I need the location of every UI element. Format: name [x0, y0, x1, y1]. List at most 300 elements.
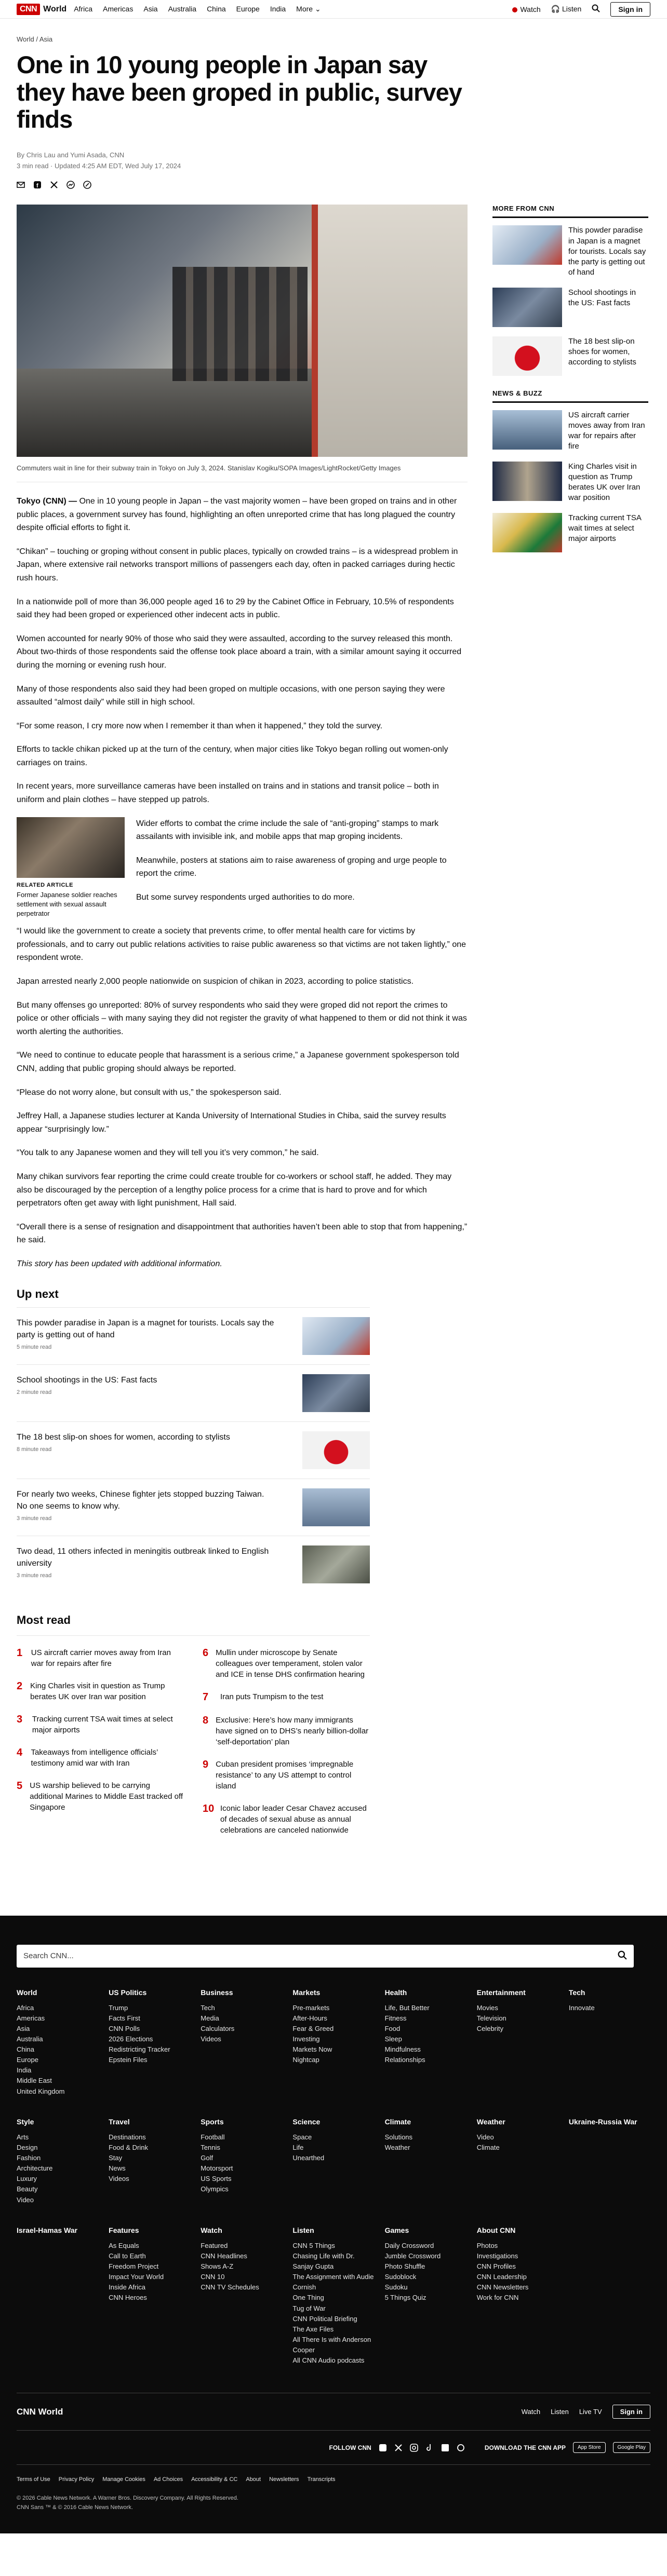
rank-number: 1 — [17, 1647, 23, 1659]
footer-link[interactable]: Markets Now — [292, 2045, 332, 2054]
footer-column — [385, 2118, 466, 2205]
footer-link[interactable]: Life, But Better — [384, 2003, 430, 2012]
most-read-item[interactable] — [203, 1687, 370, 1711]
footer-search-input[interactable] — [17, 1945, 634, 1968]
related-article[interactable] — [17, 817, 125, 919]
sidebar-thumbnail[interactable] — [492, 462, 562, 501]
footer-column — [201, 2226, 282, 2366]
paragraph: “You talk to any Japanese women and they will tell you it’s very common,” he said. — [17, 1148, 319, 1158]
paragraph: Japan arrested nearly 2,000 people nationwide on suspicion of chikan in 2023, according to police statistics. — [17, 977, 414, 986]
up-next-item[interactable] — [17, 1479, 370, 1536]
rank-number: 2 — [17, 1680, 23, 1692]
messenger-icon[interactable] — [66, 181, 75, 189]
footer-link[interactable]: United Kingdom — [17, 2087, 65, 2095]
footer-column — [477, 1988, 558, 2097]
footer-link[interactable]: Video — [476, 2133, 494, 2141]
footer-link[interactable]: Life — [292, 2143, 304, 2151]
footer-column-heading[interactable]: Business — [201, 1988, 233, 1997]
read-time: 8 minute read — [17, 1446, 52, 1453]
footer-link[interactable]: Golf — [201, 2154, 214, 2162]
footer-link[interactable]: CNN TV Schedules — [201, 2283, 259, 2292]
sidebar-story[interactable] — [492, 462, 648, 504]
footer-column-heading[interactable]: US Politics — [109, 1988, 147, 1997]
footer-link[interactable]: Middle East — [17, 2077, 52, 2085]
sidebar-story-title[interactable]: The 18 best slip-on shoes for women, according to stylists — [568, 336, 636, 367]
footer-link[interactable]: Facts First — [109, 2014, 140, 2022]
footer-link[interactable]: Calculators — [201, 2024, 235, 2032]
most-read-item[interactable] — [203, 1643, 370, 1687]
up-next-title[interactable]: This powder paradise in Japan is a magnet for tourists. Locals say the party is getting out of hand — [17, 1318, 274, 1339]
most-read-title[interactable]: King Charles visit in question as Trump berates UK over Iran war position — [30, 1681, 165, 1701]
facebook-icon[interactable] — [379, 2444, 387, 2452]
search-icon[interactable] — [592, 4, 600, 14]
footer-column-heading[interactable]: Health — [384, 1988, 407, 1997]
most-read-item[interactable] — [203, 1711, 370, 1755]
footer-link[interactable]: Tennis — [201, 2143, 220, 2151]
footer-link[interactable]: Americas — [17, 2014, 45, 2022]
footer-link[interactable]: Unearthed — [292, 2154, 325, 2162]
article-headline: One in 10 young people in Japan say they have been groped in public, survey finds — [17, 51, 462, 133]
footer-link[interactable]: Tech — [201, 2003, 215, 2012]
legal-links — [17, 2464, 650, 2483]
footer-listen-link[interactable]: Listen — [551, 2408, 569, 2416]
threads-icon[interactable] — [457, 2444, 465, 2452]
footer-link[interactable]: Video — [17, 2195, 34, 2204]
footer-link[interactable]: Photo Shuffle — [384, 2262, 425, 2271]
footer-column — [385, 2226, 466, 2366]
email-icon[interactable] — [17, 181, 25, 189]
rank-number: 3 — [17, 1713, 23, 1725]
footer-link[interactable]: Football — [201, 2133, 225, 2141]
most-read-column — [17, 1643, 184, 1843]
footer-link[interactable]: Fitness — [384, 2014, 407, 2022]
sidebar-thumbnail[interactable] — [492, 410, 562, 450]
related-article-thumbnail[interactable] — [17, 817, 125, 878]
most-read-item[interactable] — [17, 1643, 184, 1676]
nav-item-more[interactable]: More ⌄ — [296, 5, 321, 13]
sidebar-story-title[interactable]: Tracking current TSA wait times at select major airports — [568, 513, 642, 544]
sidebar-story-title[interactable]: US aircraft carrier moves away from Iran war for repairs after fire — [568, 410, 645, 451]
footer-link[interactable]: US Sports — [201, 2175, 232, 2183]
authors: By Chris Lau and Yumi Asada, CNN — [17, 151, 125, 159]
up-next-heading: Up next — [17, 1287, 59, 1300]
up-next-title[interactable]: The 18 best slip-on shoes for women, according to stylists — [17, 1432, 230, 1442]
footer-column — [569, 2118, 650, 2205]
nav-item-asia[interactable]: Asia — [143, 5, 158, 13]
footer-link[interactable]: News — [109, 2164, 126, 2173]
footer-link[interactable]: 2026 Elections — [109, 2035, 153, 2043]
paragraph: “We need to continue to educate people that harassment is a serious crime,” a Japanese government spokesperson told CNN, adding that public groping should always be reported. — [17, 1051, 459, 1073]
footer-link[interactable]: Work for CNN — [476, 2294, 519, 2302]
up-next-title[interactable]: For nearly two weeks, Chinese fighter jets stopped buzzing Taiwan. No one seems to know why. — [17, 1489, 264, 1511]
footer-link[interactable]: Fear & Greed — [292, 2024, 334, 2032]
footer-sign-in-button[interactable]: Sign in — [612, 2405, 650, 2419]
footer-live-tv-link[interactable]: Live TV — [579, 2408, 602, 2416]
footer-link[interactable]: The Axe Files — [292, 2325, 334, 2333]
most-read-title[interactable]: Takeaways from intelligence officials’ testimony amid war with Iran — [31, 1747, 158, 1768]
footer-column-heading[interactable]: World — [17, 1988, 37, 1997]
facebook-icon[interactable] — [33, 181, 42, 189]
sidebar-thumbnail[interactable] — [492, 513, 562, 552]
footer-column-heading[interactable]: Ukraine-Russia War — [568, 2117, 637, 2126]
footer-column — [477, 2118, 558, 2205]
svg-text:f: f — [36, 183, 38, 189]
read-time: 5 minute read — [17, 1344, 52, 1350]
footer-column-heading[interactable]: Entertainment — [476, 1988, 526, 1997]
up-next-item[interactable] — [17, 1364, 370, 1421]
footer-column — [201, 2118, 282, 2205]
rank-number: 4 — [17, 1746, 23, 1758]
up-next-title[interactable]: School shootings in the US: Fast facts — [17, 1375, 157, 1385]
sidebar-story-title[interactable]: This powder paradise in Japan is a magnet for tourists. Locals say the party is getting out of hand — [568, 226, 646, 277]
paragraph: But some survey respondents urged authorities to do more. — [136, 893, 355, 902]
footer-link[interactable]: Media — [201, 2014, 219, 2022]
footer-link[interactable]: Trump — [109, 2003, 128, 2012]
read-time: 3 minute read — [17, 1572, 52, 1579]
footer-column-heading[interactable]: Games — [384, 2226, 409, 2234]
footer-link[interactable]: Investing — [292, 2035, 320, 2043]
paragraph: Women accounted for nearly 90% of those who said they were assaulted, according to the survey released this month. About two-thirds of those respondents said the offense took place aboard a train, with a similar amount saying it occurred during the morning or evening rush hour. — [17, 634, 462, 670]
nav-item-india[interactable]: India — [270, 5, 286, 13]
footer — [0, 1916, 667, 2533]
footer-link[interactable]: Food & Drink — [109, 2143, 149, 2151]
footer-link[interactable]: CNN 5 Things — [292, 2241, 335, 2249]
footer-link[interactable]: Beauty — [17, 2185, 38, 2193]
legal-link[interactable]: Newsletters — [269, 2476, 299, 2483]
footer-column — [17, 2226, 98, 2366]
cnn-logo[interactable]: CNN — [17, 4, 40, 15]
related-article-title[interactable]: Former Japanese soldier reaches settlement with sexual assault perpetrator — [17, 890, 117, 918]
dateline: Tokyo (CNN) — — [17, 496, 77, 506]
rank-number: 9 — [203, 1758, 209, 1770]
breadcrumb-world[interactable]: World — [17, 35, 34, 43]
footer-link[interactable]: Featured — [201, 2241, 228, 2249]
footer-link[interactable]: CNN Heroes — [109, 2294, 147, 2302]
footer-link[interactable]: CNN Profiles — [476, 2262, 516, 2271]
footer-link[interactable]: CNN Headlines — [201, 2252, 247, 2260]
most-read-item[interactable] — [203, 1755, 370, 1799]
up-next-list — [17, 1307, 468, 1593]
tiktok-icon[interactable] — [425, 2444, 434, 2452]
most-read-item[interactable] — [203, 1799, 370, 1843]
footer-link[interactable]: Redistricting Tracker — [109, 2045, 170, 2054]
footer-link[interactable]: Celebrity — [476, 2024, 503, 2032]
footer-link[interactable]: Destinations — [109, 2133, 146, 2141]
footer-link[interactable]: Freedom Project — [109, 2262, 159, 2271]
footer-column-heading[interactable]: Sports — [201, 2117, 224, 2126]
breadcrumb — [17, 35, 650, 43]
most-read-item[interactable] — [17, 1710, 184, 1743]
follow-label: FOLLOW CNN — [329, 2444, 371, 2451]
footer-link[interactable]: Olympics — [201, 2185, 229, 2193]
footer-link[interactable]: Relationships — [384, 2056, 425, 2064]
sidebar-thumbnail[interactable] — [492, 225, 562, 265]
footer-link[interactable]: Motorsport — [201, 2164, 233, 2173]
footer-link[interactable]: Stay — [109, 2154, 123, 2162]
footer-column-heading[interactable]: Markets — [292, 1988, 321, 1997]
sign-in-button[interactable]: Sign in — [610, 2, 650, 17]
footer-link[interactable]: Daily Crossword — [384, 2241, 434, 2249]
download-app-label: DOWNLOAD THE CNN APP — [484, 2444, 566, 2451]
sidebar-story-title[interactable]: King Charles visit in question as Trump berates UK over Iran war position — [568, 462, 641, 503]
footer-link[interactable]: CNN Political Briefing — [292, 2314, 357, 2323]
legal-link[interactable]: Ad Choices — [153, 2476, 183, 2483]
hero-image[interactable] — [17, 205, 468, 457]
footer-link[interactable]: Shows A-Z — [201, 2262, 234, 2271]
paragraph: “For some reason, I cry more now when I remember it than when it happened,” they told the survey. — [17, 721, 383, 730]
article-main — [17, 205, 468, 1842]
footer-link[interactable]: Australia — [17, 2035, 43, 2043]
sidebar-thumbnail[interactable] — [492, 336, 562, 376]
footer-link[interactable]: Investigations — [476, 2252, 518, 2260]
footer-link[interactable]: All CNN Audio podcasts — [292, 2356, 365, 2365]
chevron-down-icon: ⌄ — [314, 5, 321, 13]
up-next-thumbnail[interactable] — [302, 1431, 370, 1469]
footer-column-heading[interactable]: Tech — [568, 1988, 585, 1997]
related-article-label: RELATED ARTICLE — [17, 882, 73, 888]
search-placeholder: Search CNN... — [23, 1951, 74, 1960]
footer-column-heading[interactable]: Watch — [201, 2226, 222, 2234]
footer-link[interactable]: Europe — [17, 2056, 38, 2064]
rank-number: 7 — [203, 1691, 209, 1703]
search-icon[interactable] — [618, 1950, 627, 1962]
footer-link[interactable]: Videos — [201, 2035, 221, 2043]
footer-link[interactable]: Fashion — [17, 2154, 41, 2162]
paragraph: “I would like the government to create a society that prevents crime, to offer mental health care for victims by professionals, and to carry out public relations activities to raise public awareness so that victims are not taken lightly,” one respondent wrote. — [17, 927, 466, 962]
more-from-cnn-heading: MORE FROM CNN — [492, 205, 648, 218]
section-nav — [74, 5, 512, 13]
share-bar — [17, 181, 650, 189]
paragraph: Meanwhile, posters at stations aim to raise awareness of groping and urge people to report the crime. — [136, 856, 447, 878]
legal-link[interactable]: Manage Cookies — [102, 2476, 145, 2483]
footer-link[interactable]: Weather — [384, 2143, 410, 2151]
footer-column — [569, 1988, 650, 2097]
footer-column-heading[interactable]: Weather — [476, 2117, 505, 2126]
footer-link[interactable]: One Thing — [292, 2294, 324, 2302]
most-read-item[interactable] — [17, 1676, 184, 1710]
up-next-item[interactable] — [17, 1307, 370, 1364]
most-read-column — [203, 1643, 370, 1843]
footer-link[interactable]: China — [17, 2045, 34, 2054]
footer-link[interactable]: Photos — [476, 2241, 498, 2249]
rank-number: 5 — [17, 1780, 23, 1792]
footer-link[interactable]: India — [17, 2066, 32, 2075]
x-icon[interactable] — [394, 2444, 403, 2452]
footer-sections — [17, 1988, 650, 2387]
update-note: This story has been updated with additional information. — [17, 1259, 222, 1268]
footer-column-heading[interactable]: About CNN — [476, 2226, 516, 2234]
linkedin-icon[interactable] — [441, 2444, 449, 2452]
footer-column — [201, 1988, 282, 2097]
footer-link[interactable]: Africa — [17, 2003, 34, 2012]
read-time: 2 minute read — [17, 1389, 52, 1395]
live-dot-icon — [512, 7, 517, 12]
up-next-thumbnail[interactable] — [302, 1317, 370, 1355]
footer-link[interactable]: CNN 10 — [201, 2273, 225, 2281]
legal-link[interactable]: Accessibility & CC — [191, 2476, 238, 2483]
copyright-line: CNN Sans ™ & © 2016 Cable News Network. — [17, 2504, 133, 2511]
paragraph: In recent years, more surveillance cameras have been installed on trains and in stations and transit police – both in uniform and plain clothes – have stepped up patrols. — [17, 782, 439, 805]
footer-column — [292, 1988, 374, 2097]
most-read-title[interactable]: Tracking current TSA wait times at select major airports — [32, 1714, 173, 1734]
up-next-thumbnail[interactable] — [302, 1374, 370, 1412]
app-store-badge[interactable]: App Store — [573, 2442, 605, 2453]
up-next-thumbnail[interactable] — [302, 1545, 370, 1583]
footer-link[interactable]: Food — [384, 2024, 401, 2032]
up-next-thumbnail[interactable] — [302, 1488, 370, 1526]
paragraph: “Chikan” – touching or groping without consent in public places, typically on crowded trains – is a widespread problem in Japan, where extensive rail networks transport millions of passengers each day, often in packed carriages during hectic rush hours. — [17, 547, 458, 582]
news-buzz-heading: NEWS & BUZZ — [492, 389, 648, 403]
sidebar-story[interactable] — [492, 288, 648, 327]
copyright-line: © 2026 Cable News Network. A Warner Bros. Discovery Company. All Rights Reserved. — [17, 2495, 238, 2502]
paragraph — [17, 495, 468, 535]
most-read-item[interactable] — [17, 1776, 184, 1820]
footer-column — [292, 2226, 374, 2366]
paragraph: Efforts to tackle chikan picked up at the turn of the century, when major cities like Tokyo began rolling out women-only carriages on trains. — [17, 745, 448, 767]
listen-link[interactable]: 🎧 Listen — [551, 5, 582, 13]
most-read-title[interactable]: Exclusive: Here’s how many immigrants have signed on to DHS’s nearly billion-dollar ‘self-deportation’ plan — [216, 1715, 369, 1746]
nav-item-africa[interactable]: Africa — [74, 5, 92, 13]
footer-link[interactable]: 5 Things Quiz — [384, 2294, 426, 2302]
paragraph: In a nationwide poll of more than 36,000 people aged 16 to 29 by the Cabinet Office in February, 10.5% of respondents said they had been groped or experienced other indecent acts in public. — [17, 597, 454, 620]
most-read-title[interactable]: US aircraft carrier moves away from Iran war for repairs after fire — [31, 1648, 171, 1668]
up-next-item[interactable] — [17, 1421, 370, 1479]
rank-number: 8 — [203, 1714, 209, 1726]
nav-item-australia[interactable]: Australia — [168, 5, 197, 13]
image-caption: Commuters wait in line for their subway train in Tokyo on July 3, 2024. Stanislav Kogiku/SOPA Images/LightRocket/Getty Images — [17, 464, 401, 472]
train-car — [312, 205, 468, 457]
most-read-title[interactable]: Mullin under microscope by Senate colleagues over temperament, stolen valor and ICE in tense DHS confirmation hearing — [216, 1648, 365, 1679]
rank-number: 10 — [203, 1802, 215, 1814]
footer-link[interactable]: CNN Leadership — [476, 2273, 527, 2281]
sidebar-thumbnail[interactable] — [492, 288, 562, 327]
footer-link[interactable]: Innovate — [568, 2003, 595, 2012]
footer-link[interactable]: Design — [17, 2143, 38, 2151]
footer-link[interactable]: CNN Polls — [109, 2024, 140, 2032]
sidebar-story[interactable] — [492, 513, 648, 552]
sidebar-story-title[interactable]: School shootings in the US: Fast facts — [568, 288, 636, 307]
follow-bar — [17, 2430, 650, 2453]
rank-number: 6 — [203, 1647, 209, 1659]
footer-column-heading[interactable]: Climate — [384, 2117, 411, 2126]
byline — [17, 150, 650, 172]
footer-link[interactable]: CNN Newsletters — [476, 2283, 529, 2292]
footer-column — [477, 2226, 558, 2366]
footer-link[interactable]: After-Hours — [292, 2014, 327, 2022]
footer-column-heading[interactable]: Science — [292, 2117, 321, 2126]
footer-column — [17, 2118, 98, 2205]
footer-link[interactable]: Television — [476, 2014, 506, 2022]
footer-link[interactable]: Luxury — [17, 2175, 37, 2183]
nav-item-china[interactable]: China — [207, 5, 226, 13]
footer-link[interactable]: Sleep — [384, 2035, 402, 2043]
paragraph: Many chikan survivors fear reporting the crime could create trouble for co-workers or school staff, he added. They may also be discouraged by the perception of a lengthy police process for a crime that is hard to prove and for which perpetrators often get away with light punishment, Hall said. — [17, 1172, 452, 1208]
footer-cnn-logo[interactable]: CNN World — [17, 2406, 63, 2417]
footer-link[interactable]: Pre-markets — [292, 2003, 330, 2012]
watch-link[interactable]: Watch — [512, 5, 540, 13]
most-read-title[interactable]: Cuban president promises ‘impregnable resistance’ to any US attempt to control island — [216, 1759, 354, 1791]
most-read-title[interactable]: Iran puts Trumpism to the test — [220, 1692, 324, 1701]
sidebar — [492, 205, 648, 1842]
google-play-badge[interactable]: Google Play — [613, 2442, 650, 2453]
legal-link[interactable]: Privacy Policy — [58, 2476, 95, 2483]
up-next-title[interactable]: Two dead, 11 others infected in meningitis outbreak linked to English university — [17, 1547, 269, 1568]
section-name[interactable]: World — [43, 4, 67, 13]
article-body — [17, 495, 468, 1271]
footer-link[interactable]: Impact Your World — [109, 2273, 164, 2281]
footer-link[interactable]: Nightcap — [292, 2056, 319, 2064]
paragraph-text: One in 10 young people in Japan – the vast majority women – have been groped on trains and in other public places, a government survey has found, highlighting an often unreported crime that has long plagued the country despite official efforts to fight it. — [17, 496, 457, 533]
sidebar-story[interactable] — [492, 336, 648, 376]
footer-link[interactable]: Movies — [476, 2003, 498, 2012]
footer-bar — [17, 2393, 650, 2419]
breadcrumb-asia[interactable]: Asia — [39, 35, 53, 43]
footer-link[interactable]: Call to Earth — [109, 2252, 146, 2260]
instagram-icon[interactable] — [410, 2444, 418, 2452]
footer-link[interactable]: All There Is with Anderson Cooper — [292, 2336, 371, 2354]
breadcrumb-separator: / — [36, 35, 39, 43]
footer-link[interactable]: Solutions — [384, 2133, 413, 2141]
footer-link[interactable]: Chasing Life with Dr. Sanjay Gupta — [292, 2252, 355, 2271]
most-read-item[interactable] — [17, 1743, 184, 1776]
footer-link[interactable]: Climate — [476, 2143, 500, 2151]
footer-column-heading[interactable]: Features — [109, 2226, 139, 2234]
legal-link[interactable]: Terms of Use — [17, 2476, 50, 2483]
footer-watch-link[interactable]: Watch — [521, 2408, 541, 2416]
footer-column — [292, 2118, 374, 2205]
top-navigation — [0, 0, 667, 19]
most-read-title[interactable]: Iconic labor leader Cesar Chavez accused of decades of sexual abuse as annual celebrations are canceled nationwide — [220, 1804, 367, 1835]
paragraph: “Overall there is a sense of resignation and disappointment that authorities haven’t been able to stop that from happening,” he said. — [17, 1222, 468, 1245]
sidebar-story[interactable] — [492, 225, 648, 278]
paragraph: But many offenses go unreported: 80% of survey respondents who said they were groped did not report the crimes to police or other officials – with many saying they did not register the gravity of what happened to them or did not think it was worth alerting the authorities. — [17, 1000, 467, 1036]
footer-link[interactable]: Mindfulness — [384, 2045, 421, 2054]
footer-link[interactable]: Jumble Crossword — [384, 2252, 441, 2260]
footer-column-heading[interactable]: Listen — [292, 2226, 314, 2234]
footer-link[interactable]: The Assignment with Audie Cornish — [292, 2273, 374, 2292]
footer-column-heading[interactable]: Style — [17, 2117, 34, 2126]
nav-item-americas[interactable]: Americas — [103, 5, 134, 13]
x-icon[interactable] — [50, 181, 58, 189]
link-icon[interactable] — [83, 181, 91, 189]
footer-link[interactable]: Epstein Files — [109, 2056, 148, 2064]
most-read-heading: Most read — [17, 1614, 370, 1636]
footer-column — [385, 1988, 466, 2097]
footer-column — [109, 2118, 190, 2205]
footer-link[interactable]: Architecture — [17, 2164, 53, 2173]
legal-link[interactable]: Transcripts — [307, 2476, 336, 2483]
footer-link[interactable]: Tug of War — [292, 2304, 326, 2312]
most-read-list — [17, 1643, 370, 1843]
footer-link[interactable]: Asia — [17, 2024, 30, 2032]
footer-link[interactable]: As Equals — [109, 2241, 139, 2249]
footer-column-heading[interactable]: Israel-Hamas War — [17, 2226, 77, 2234]
footer-link[interactable]: Arts — [17, 2133, 29, 2141]
legal-link[interactable]: About — [246, 2476, 261, 2483]
up-next-item[interactable] — [17, 1536, 370, 1593]
read-time: 3 minute read — [17, 1515, 52, 1522]
sidebar-story[interactable] — [492, 410, 648, 452]
nav-item-europe[interactable]: Europe — [236, 5, 260, 13]
footer-column-heading[interactable]: Travel — [109, 2117, 130, 2126]
commuters-silhouette — [172, 267, 308, 381]
footer-link[interactable]: Videos — [109, 2175, 129, 2183]
footer-link[interactable]: Sudoku — [384, 2283, 408, 2292]
most-read-title[interactable]: US warship believed to be carrying additional Marines to Middle East tracked off Singapore — [30, 1781, 183, 1812]
footer-link[interactable]: Sudoblock — [384, 2273, 417, 2281]
footer-link[interactable]: Space — [292, 2133, 312, 2141]
footer-link[interactable]: Inside Africa — [109, 2283, 145, 2292]
